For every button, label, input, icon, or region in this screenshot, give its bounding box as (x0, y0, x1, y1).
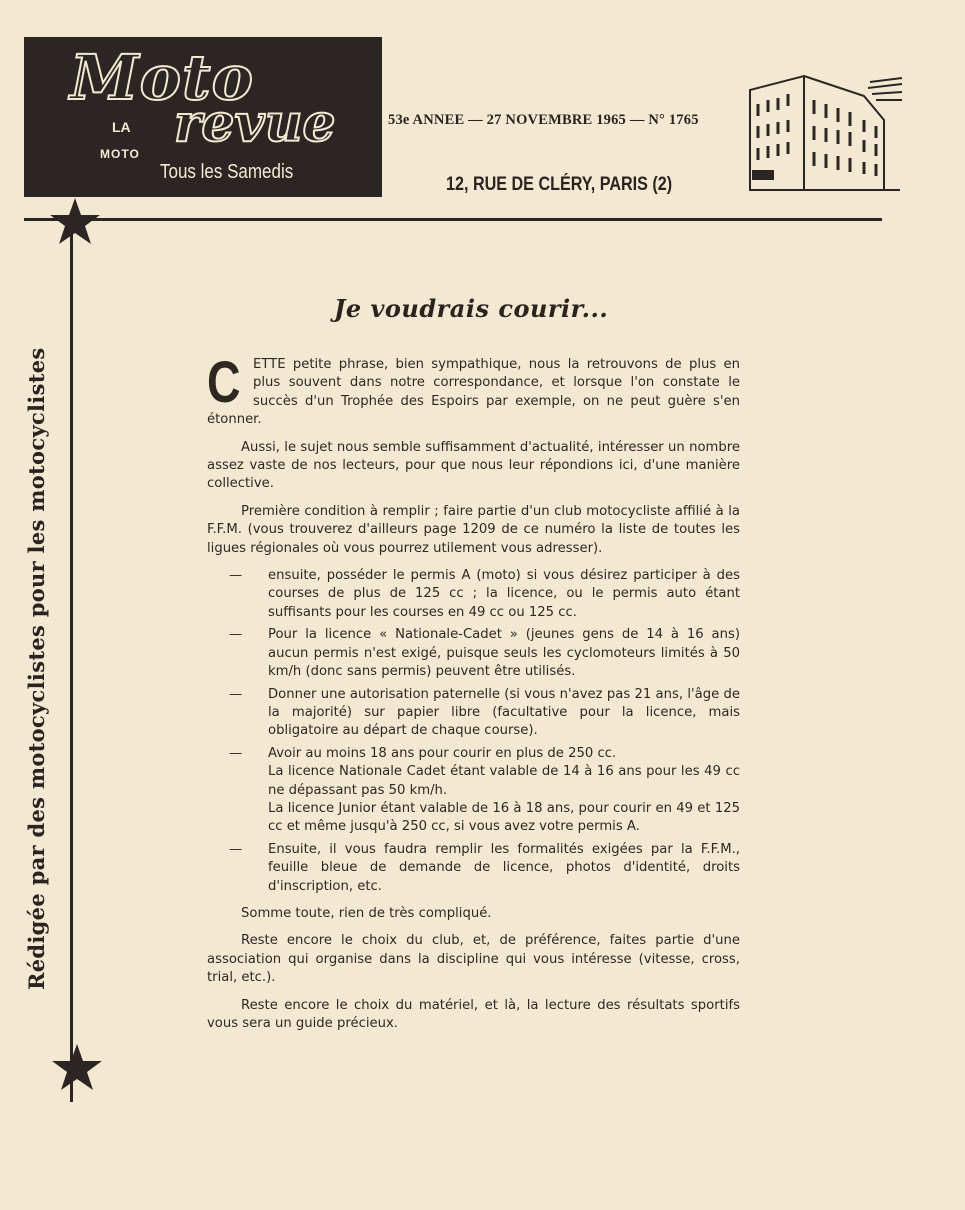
list-item: — Donner une autorisation paternelle (si vous n'avez pas 21 ans, l'âge de la majorité) sur papier libre (facultative pour la licence, mais obligatoire au départ de chaque course). (229, 686, 740, 739)
masthead-tagline: Tous les Samedis (160, 161, 294, 183)
paragraph: Reste encore le choix du club, et, de préférence, faites partie d'une association qui organise dans la discipline qui vous intéresse (vitesse, cross, trial, etc.). (207, 933, 740, 986)
building-illustration (744, 70, 904, 198)
side-motto: Rédigée par des motocyclistes pour les motocyclistes (24, 347, 49, 990)
publisher-address: 12, RUE DE CLÉRY, PARIS (2) (446, 174, 673, 195)
masthead-logo (24, 37, 382, 197)
issue-line: 53e ANNEE — 27 NOVEMBRE 1965 — N° 1765 (388, 112, 699, 128)
logo-la-word: LA (112, 119, 131, 135)
star-ornament-top (48, 196, 102, 250)
star-ornament-bottom (50, 1042, 104, 1096)
conditions-list (229, 567, 740, 896)
paragraph: Reste encore le choix du matériel, et là, la lecture des résultats sportifs vous sera un guide précieux. (207, 997, 740, 1031)
logo-moto-word: Moto (70, 41, 254, 114)
article-body (207, 350, 740, 1042)
paragraph: Somme toute, rien de très compliqué. (241, 905, 492, 921)
list-item: — Pour la licence « Nationale-Cadet » (jeunes gens de 14 à 16 ans) aucun permis n'est exigé, puisque seuls les cyclomoteurs limités à 50 km/h (donc sans permis) peuvent être utilisés. (229, 627, 740, 680)
article-title: Je voudrais courir... (334, 294, 609, 323)
side-rule (70, 222, 73, 1102)
list-item: — Ensuite, il vous faudra remplir les formalités exigées par la F.F.M., feuille bleue de demande de licence, photos d'identité, droits d'inscription, etc. (229, 841, 740, 894)
paragraph: Aussi, le sujet nous semble suffisamment d'actualité, intéresser un nombre assez vaste de nos lecteurs, pour que nous leur répondions ici, d'une manière collective. (207, 439, 740, 492)
paragraph-intro: CETTE petite phrase, bien sympathique, nous la retrouvons de plus en plus souvent dans notre correspondance, et lorsque l'on constate le succès d'un Trophée des Espoirs par exemple, on ne peut guère s'en étonner. (207, 350, 740, 428)
logo-moto-small-word: MOTO (100, 147, 140, 161)
list-item: — ensuite, posséder le permis A (moto) si vous désirez participer à des courses de plus de 125 cc ; la licence, ou le permis auto étant suffisants pour les courses en 49 cc ou 125 cc. (229, 568, 740, 620)
list-item: — Avoir au moins 18 ans pour courir en plus de 250 cc. La licence Nationale Cadet étant valable de 14 à 16 ans pour les 49 cc ne dépassant pas 50 km/h. La licence Junior étant valable de 16 à 18 ans, pour courir en 49 et 125 cc et même jusqu'à 250 cc, si vous avez votre permis A. (229, 745, 740, 835)
paragraph: Première condition à remplir ; faire partie d'un club motocycliste affilié à la F.F.M. (vous trouverez d'ailleurs page 1209 de ce numéro la liste de toutes les ligues régionales où vous pourrez utilement vous adresser). (207, 503, 740, 556)
header-rule (24, 218, 882, 221)
drop-cap: C (207, 350, 241, 415)
logo-revue-word: revue (174, 93, 336, 154)
